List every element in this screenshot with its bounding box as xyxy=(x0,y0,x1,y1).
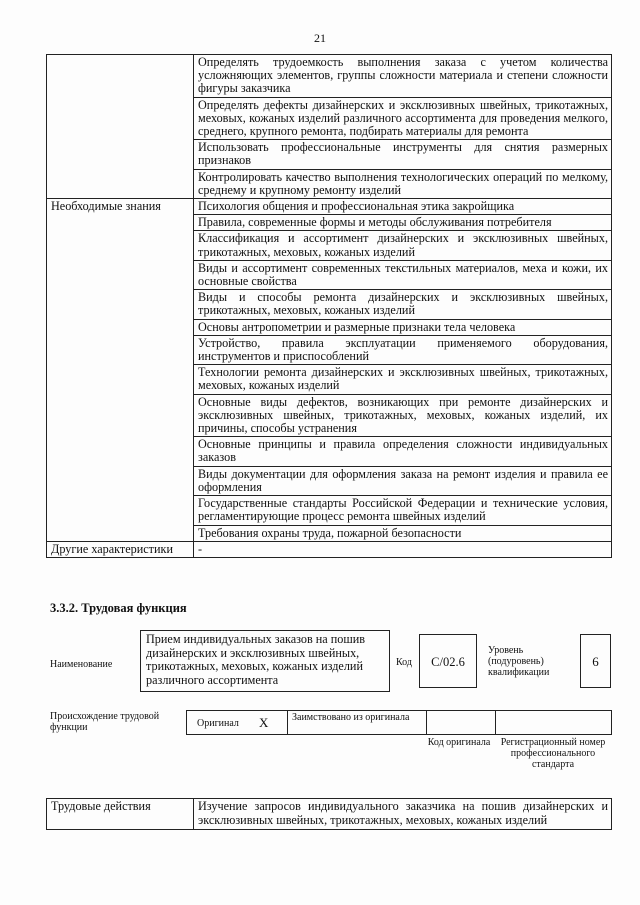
skill-item: Определять дефекты дизайнерских и эксклюзивных швейных, трикотажных, меховых, кожаных изделий различного ассортимента для проведения мелкого, среднего, крупного ремонта, подбирать материалы для ремонта xyxy=(194,97,612,140)
knowledge-item: Виды и ассортимент современных текстильных материалов, меха и кожи, их основные свойства xyxy=(194,260,612,289)
origin-row xyxy=(186,710,612,735)
table-row xyxy=(47,55,612,98)
knowledge-item: Основные принципы и правила определения сложности индивидуальных заказов xyxy=(194,437,612,466)
table-row xyxy=(47,199,612,215)
labor-actions-table xyxy=(46,798,612,830)
knowledge-item: Требования охраны труда, пожарной безопасности xyxy=(194,525,612,541)
divider xyxy=(495,711,496,734)
knowledge-item: Основы антропометрии и размерные признаки тела человека xyxy=(194,319,612,335)
table-row xyxy=(47,799,612,830)
knowledge-label: Необходимые знания xyxy=(47,199,194,542)
skill-item: Определять трудоемкость выполнения заказа с учетом количества усложняющих элементов, группы сложности материала и степени сложности фигуры заказчика xyxy=(194,55,612,98)
skill-item: Использовать профессиональные инструменты для снятия размерных признаков xyxy=(194,140,612,169)
divider xyxy=(287,711,288,734)
borrowed-label: Заимствовано из оригинала xyxy=(292,712,410,723)
origin-code-caption: Код оригинала xyxy=(427,737,491,748)
code-value-box: C/02.6 xyxy=(419,634,477,688)
labor-actions-label: Трудовые действия xyxy=(47,799,194,830)
knowledge-item: Технологии ремонта дизайнерских и эксклюзивных швейных, трикотажных, меховых, кожаных изделий xyxy=(194,365,612,394)
qualification-level-label: Уровень (подуровень) квалификации xyxy=(488,645,550,678)
knowledge-item: Психология общения и профессиональная этика закройщика xyxy=(194,199,612,215)
origin-label: Происхождение трудовой функции xyxy=(50,711,160,733)
knowledge-item: Виды и способы ремонта дизайнерских и эксклюзивных швейных, трикотажных, меховых, кожаных изделий xyxy=(194,290,612,319)
knowledge-item: Виды документации для оформления заказа на ремонт изделия и правила ее оформления xyxy=(194,466,612,495)
code-label: Код xyxy=(396,657,412,668)
knowledge-item: Устройство, правила эксплуатации применяемого оборудования, инструментов и приспособлений xyxy=(194,335,612,364)
table-cell-empty xyxy=(47,55,194,199)
original-label: Оригинал xyxy=(197,718,239,729)
labor-action-item: Изучение запросов индивидуального заказчика на пошив дизайнерских и эксклюзивных швейных, трикотажных, меховых, кожаных изделий xyxy=(194,799,612,830)
divider xyxy=(426,711,427,734)
knowledge-item: Основные виды дефектов, возникающих при ремонте дизайнерских и эксклюзивных швейных, трикотажных, меховых, кожаных изделий, их причины, способы устранения xyxy=(194,394,612,437)
level-value-box: 6 xyxy=(580,634,611,688)
original-mark: X xyxy=(259,715,269,730)
other-characteristics-label: Другие характеристики xyxy=(47,541,194,557)
section-heading: 3.3.2. Трудовая функция xyxy=(50,601,187,615)
table-row xyxy=(47,541,612,557)
function-name-box: Прием индивидуальных заказов на пошив дизайнерских и эксклюзивных швейных, трикотажных, меховых, кожаных изделий различного ассортимента xyxy=(140,630,390,692)
registration-number-caption: Регистрационный номер профессионального стандарта xyxy=(500,737,606,770)
requirements-table xyxy=(46,54,612,558)
skill-item: Контролировать качество выполнения технологических операций по мелкому, среднему и крупному ремонту изделий xyxy=(194,169,612,198)
page-number: 21 xyxy=(314,31,326,45)
knowledge-item: Правила, современные формы и методы обслуживания потребителя xyxy=(194,215,612,231)
other-characteristics-value: - xyxy=(194,541,612,557)
knowledge-item: Государственные стандарты Российской Федерации и технические условия, регламентирующие процесс ремонта швейных изделий xyxy=(194,496,612,525)
name-label: Наименование xyxy=(50,659,113,670)
knowledge-item: Классификация и ассортимент дизайнерских и эксклюзивных швейных, трикотажных, меховых, кожаных изделий xyxy=(194,231,612,260)
